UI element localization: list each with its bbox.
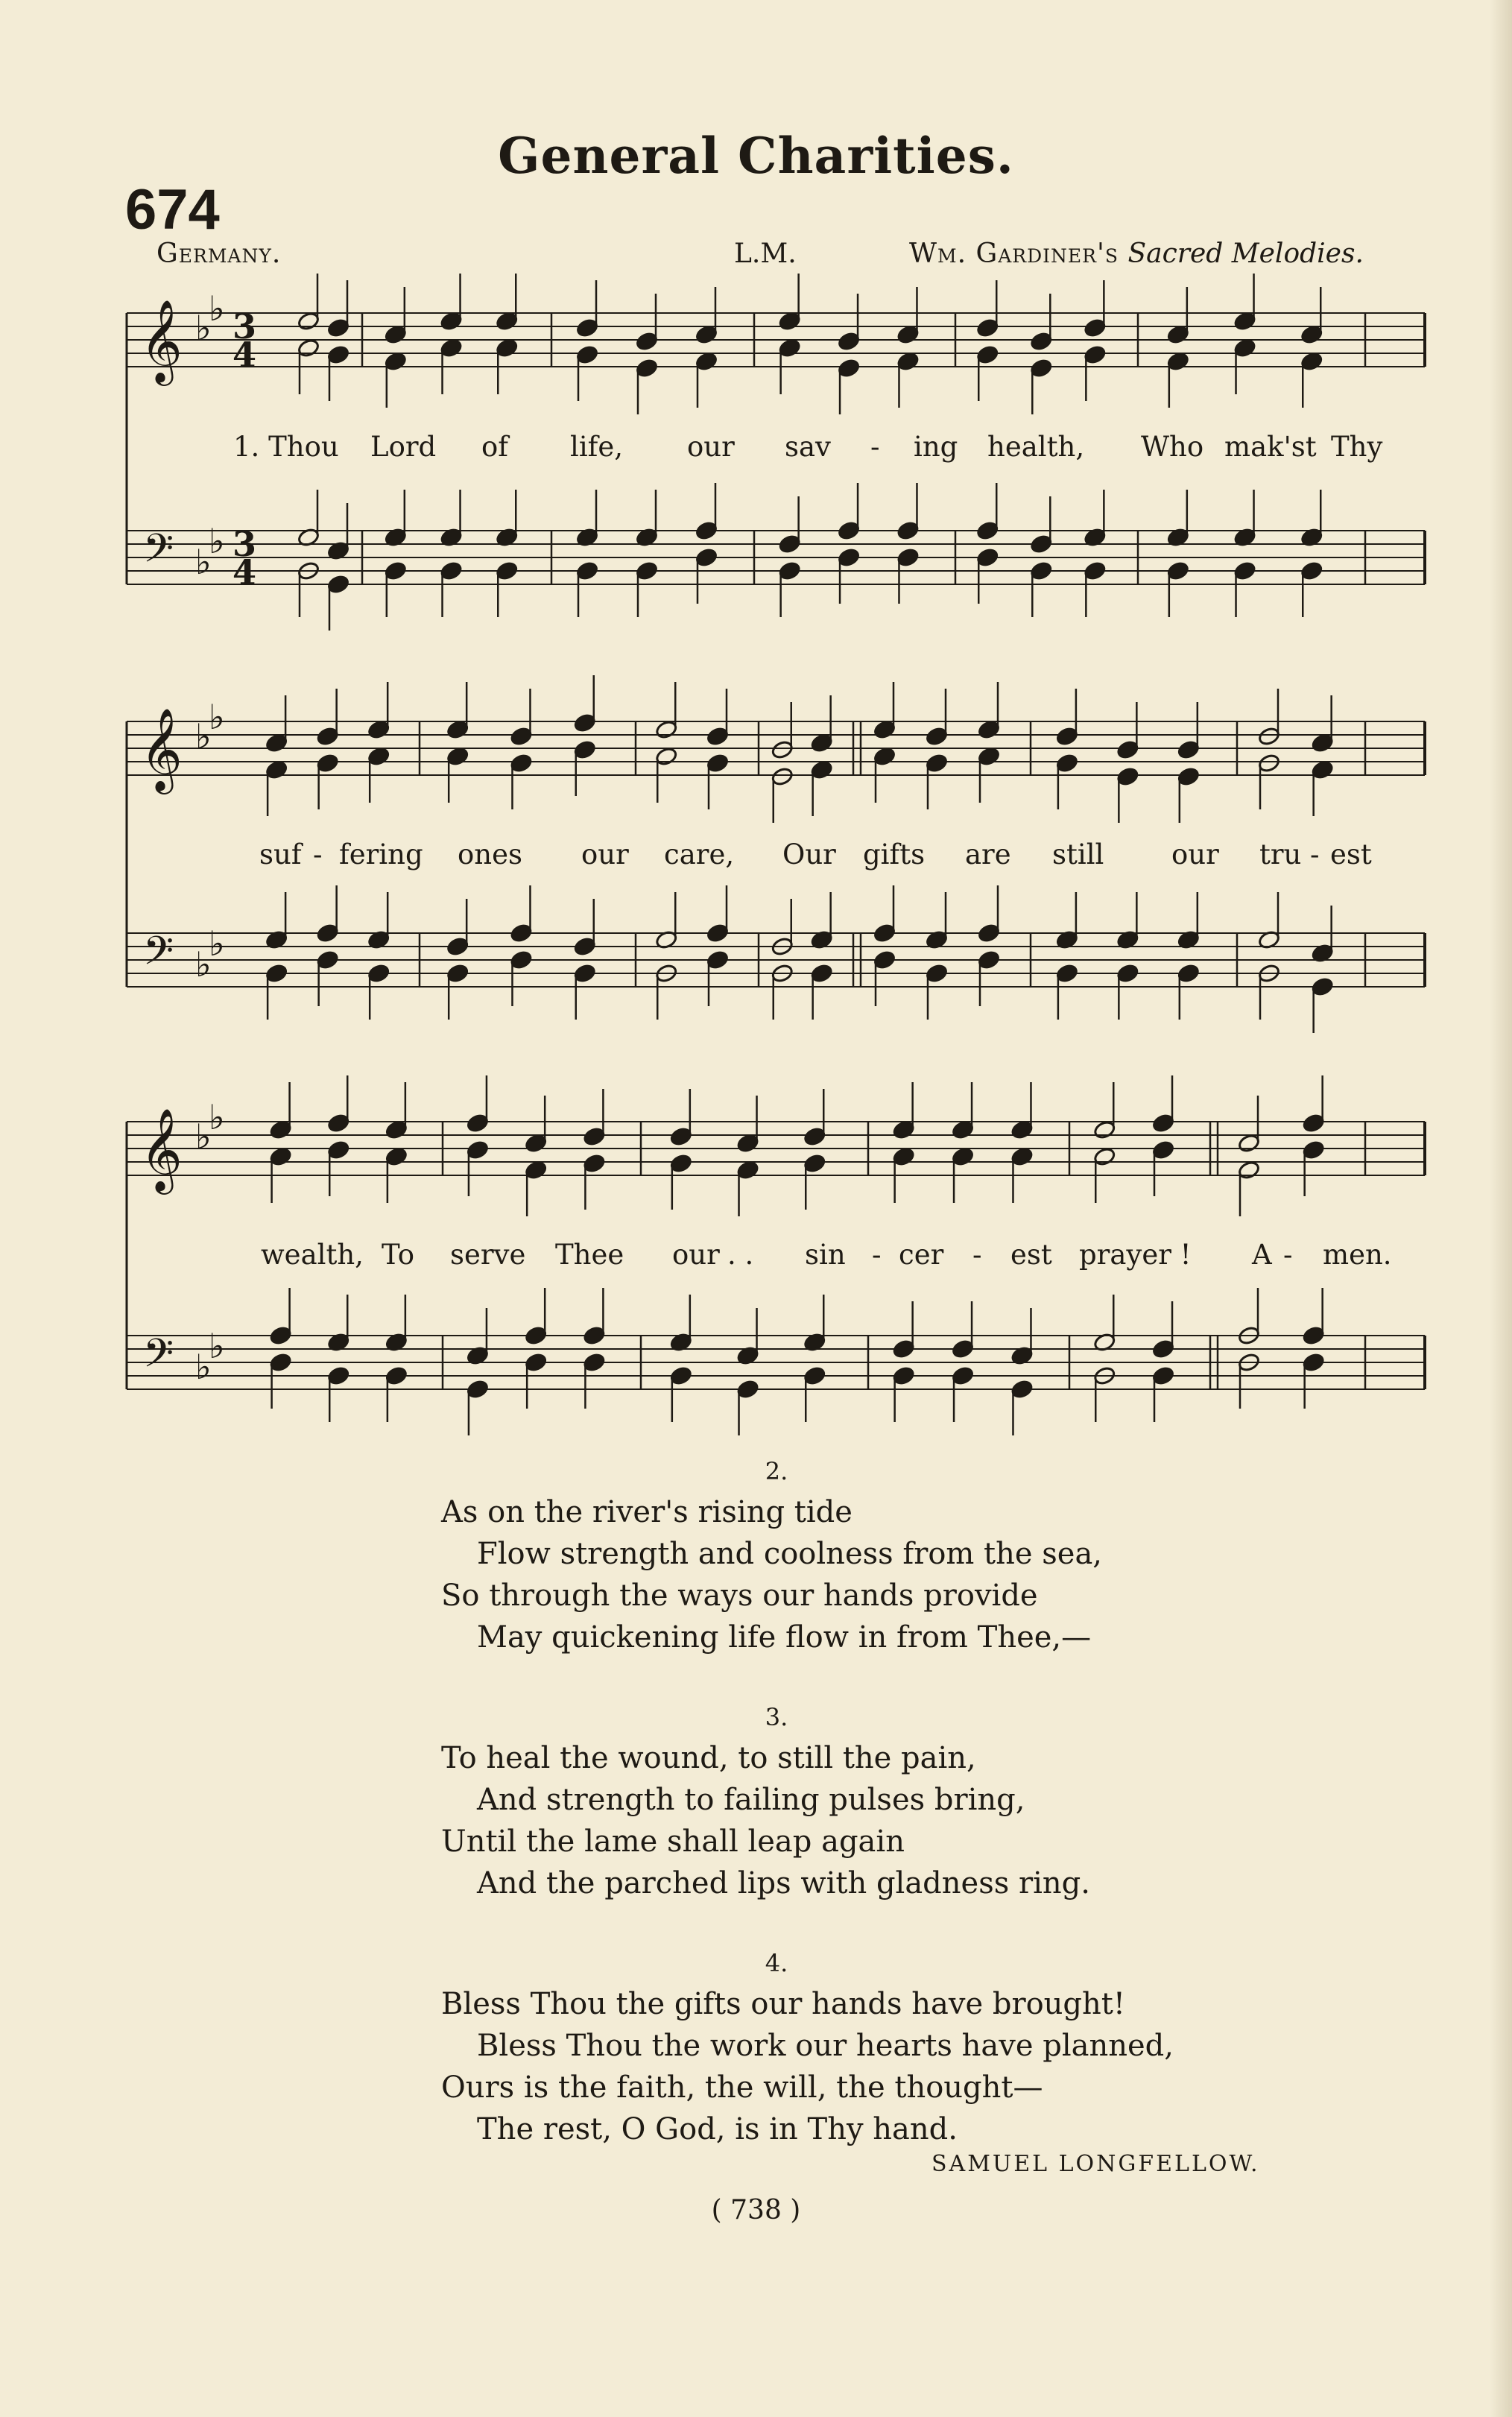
lyric-syllable: . . bbox=[727, 1239, 754, 1271]
lyric-syllable: our bbox=[581, 838, 629, 871]
flat-sign: ♭ bbox=[209, 521, 225, 561]
lyric-syllable: health, bbox=[987, 431, 1085, 463]
page-number: ( 738 ) bbox=[711, 2195, 801, 2225]
verse-line: And the parched lips with gladness ring. bbox=[477, 1866, 1090, 1901]
flat-sign: ♭ bbox=[209, 923, 225, 964]
flat-sign: ♭ bbox=[209, 1326, 225, 1366]
lyric-syllable: of bbox=[481, 431, 508, 463]
lyric-syllable: - bbox=[870, 431, 880, 463]
verse-line: To heal the wound, to still the pain, bbox=[441, 1741, 976, 1775]
treble-clef: 𝄞 bbox=[140, 1108, 183, 1191]
lyric-syllable: - bbox=[1310, 838, 1320, 871]
verse-line: As on the river's rising tide bbox=[441, 1495, 853, 1529]
time-signature-bottom: 4 bbox=[233, 552, 257, 593]
flat-sign: ♭ bbox=[209, 288, 225, 329]
lyric-syllable: Lord bbox=[370, 431, 437, 463]
lyric-syllable: our bbox=[1171, 838, 1219, 871]
hymn-number: 674 bbox=[125, 178, 220, 241]
verse-line: May quickening life flow in from Thee,— bbox=[477, 1620, 1092, 1655]
lyric-syllable: - bbox=[313, 838, 323, 871]
lyric-syllable: 1. Thou bbox=[233, 431, 339, 463]
treble-clef: 𝄞 bbox=[140, 299, 183, 382]
stanza-number: 3. bbox=[765, 1703, 788, 1731]
bass-clef: 𝄢 bbox=[143, 929, 174, 984]
stanza bbox=[441, 1703, 1298, 1904]
verse-line: So through the ways our hands provide bbox=[441, 1579, 1038, 1613]
lyric-syllable: mak'st bbox=[1224, 431, 1317, 463]
flat-sign: ♭ bbox=[195, 716, 212, 756]
lyric-syllable: our bbox=[672, 1239, 720, 1271]
lyric-syllable: tru bbox=[1259, 838, 1302, 871]
lyric-syllable: Thee bbox=[555, 1239, 624, 1271]
lyric-syllable: fering bbox=[339, 838, 423, 871]
stanza-number: 4. bbox=[765, 1949, 788, 1977]
time-signature-top: 3 bbox=[233, 524, 257, 564]
tune-name: Germany. bbox=[156, 238, 282, 269]
lyric-syllable: sav bbox=[785, 431, 831, 463]
flat-sign: ♭ bbox=[195, 1116, 212, 1157]
verse-line: Ours is the faith, the will, the thought— bbox=[441, 2070, 1043, 2105]
flat-sign: ♭ bbox=[195, 1347, 212, 1387]
lyric-syllable: cer bbox=[899, 1239, 944, 1271]
lyric-syllable: Thy bbox=[1331, 431, 1383, 463]
lyric-syllable: Who bbox=[1141, 431, 1204, 463]
bass-clef: 𝄢 bbox=[143, 526, 174, 581]
flat-sign: ♭ bbox=[195, 308, 212, 348]
treble-clef: 𝄞 bbox=[140, 707, 183, 791]
flat-sign: ♭ bbox=[195, 542, 212, 582]
verse-line: And strength to failing pulses bring, bbox=[477, 1783, 1025, 1817]
lyric-syllable: - bbox=[1283, 1239, 1293, 1271]
lyric-syllable: sin bbox=[805, 1239, 846, 1271]
time-signature-top: 3 bbox=[233, 306, 257, 347]
lyric-syllable: est bbox=[1330, 838, 1372, 871]
stanzas bbox=[441, 1457, 1298, 2195]
time-signature-bottom: 4 bbox=[233, 335, 257, 375]
stanza bbox=[441, 1949, 1298, 2150]
source-composer: Wm. Gardiner's bbox=[909, 238, 1128, 269]
bass-clef: 𝄢 bbox=[143, 1331, 174, 1386]
stanza bbox=[441, 1457, 1298, 1658]
lyric-syllable: - bbox=[972, 1239, 982, 1271]
author: SAMUEL LONGFELLOW. bbox=[931, 2151, 1260, 2177]
lyric-syllable: ones bbox=[458, 838, 522, 871]
lyric-syllable: A bbox=[1252, 1239, 1272, 1271]
stanza-number: 2. bbox=[765, 1457, 788, 1485]
lyric-syllable: Our bbox=[782, 838, 836, 871]
lyric-syllable: gifts bbox=[863, 838, 926, 871]
flat-sign: ♭ bbox=[209, 1097, 225, 1137]
lyric-syllable: life, bbox=[570, 431, 624, 463]
lyric-syllable: ing bbox=[914, 431, 958, 463]
lyric-syllable: prayer ! bbox=[1079, 1239, 1192, 1271]
verse-line: Flow strength and coolness from the sea, bbox=[477, 1537, 1103, 1571]
verse-line: Until the lame shall leap again bbox=[441, 1824, 905, 1859]
lyric-syllable: To bbox=[382, 1239, 415, 1271]
verse-line: The rest, O God, is in Thy hand. bbox=[477, 2112, 958, 2146]
source-title: Sacred Melodies. bbox=[1127, 238, 1364, 269]
lyric-syllable: est bbox=[1010, 1239, 1052, 1271]
lyric-syllable: - bbox=[872, 1239, 882, 1271]
lyric-syllable: our bbox=[687, 431, 735, 463]
lyric-syllable: care, bbox=[664, 838, 735, 871]
verse-line: Bless Thou the work our hearts have planned, bbox=[477, 2029, 1174, 2063]
flat-sign: ♭ bbox=[195, 944, 212, 985]
section-title: General Charities. bbox=[498, 127, 1014, 185]
lyric-syllable: wealth, bbox=[261, 1239, 364, 1271]
lyric-syllable: still bbox=[1052, 838, 1104, 871]
verse-line: Bless Thou the gifts our hands have brought! bbox=[441, 1987, 1125, 2021]
lyric-syllable: are bbox=[965, 838, 1011, 871]
lyric-syllable: suf bbox=[259, 838, 302, 871]
lyric-syllable: men. bbox=[1323, 1239, 1392, 1271]
lyric-syllable: serve bbox=[450, 1239, 526, 1271]
meter: L.M. bbox=[734, 238, 797, 269]
flat-sign: ♭ bbox=[209, 697, 225, 737]
